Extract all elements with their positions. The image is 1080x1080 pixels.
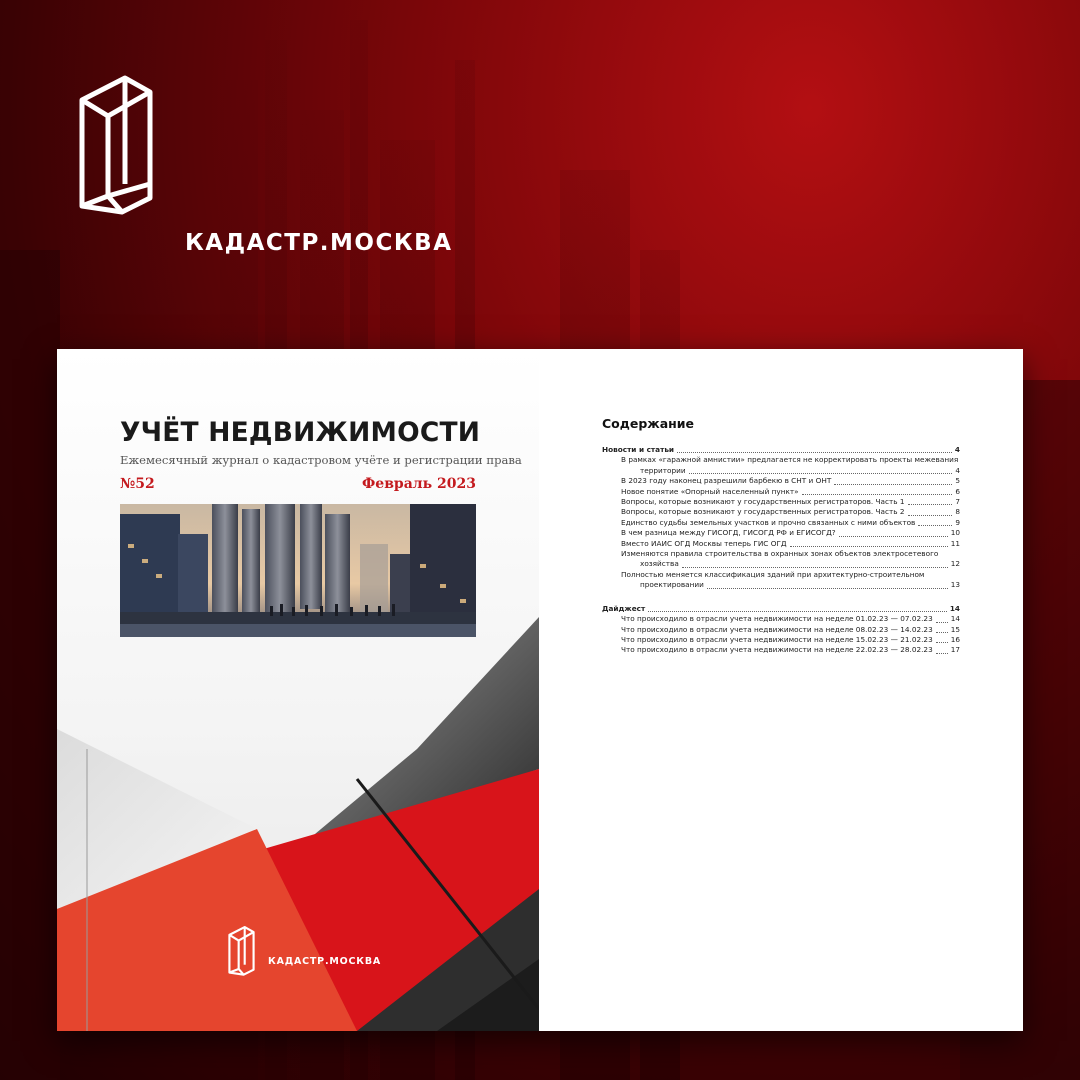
toc-item-text: В рамках «гаражной амнистии» предлагается не корректировать проекты межевания <box>621 455 959 465</box>
toc-item <box>602 645 960 655</box>
toc-item <box>602 476 960 486</box>
toc-section-label: Новости и статьи <box>602 445 675 454</box>
cover-brand-name: КАДАСТР.МОСКВА <box>268 956 382 967</box>
toc-leader <box>936 653 948 654</box>
toc-item-text: Вопросы, которые возникают у государственных регистраторов. Часть 1 <box>621 497 905 507</box>
toc-item-text: Новое понятие «Опорный населенный пункт» <box>621 486 799 496</box>
toc-page-number: 11 <box>950 538 960 548</box>
toc-leader <box>936 632 948 633</box>
toc-page-number: 15 <box>950 624 960 634</box>
toc-leader <box>682 567 948 568</box>
brand-header <box>78 72 478 256</box>
toc-page-number: 16 <box>950 634 960 644</box>
toc-section <box>602 604 960 614</box>
toc-page-number: 17 <box>950 645 960 655</box>
toc-item-text: Единство судьбы земельных участков и прочно связанных с ними объектов <box>621 517 916 527</box>
toc-item <box>602 549 960 570</box>
toc-item-text: В 2023 году наконец разрешили барбекю в СНТ и ОНТ <box>621 476 832 486</box>
toc-leader <box>908 504 953 505</box>
toc-leader <box>834 484 952 485</box>
toc-leader <box>839 536 948 537</box>
toc-leader <box>689 473 953 474</box>
toc-item-text-continued: проектировании <box>640 580 704 590</box>
toc-item <box>602 497 960 507</box>
crystal-prism-logo-icon <box>228 923 255 978</box>
toc-item <box>602 455 960 476</box>
toc-page-number: 4 <box>955 465 960 475</box>
toc-page-number: 7 <box>955 497 960 507</box>
toc-leader <box>936 622 948 623</box>
toc-item <box>602 635 960 645</box>
toc-page-number: 14 <box>950 614 960 624</box>
toc-item-text: Вопросы, которые возникают у государственных регистраторов. Часть 2 <box>621 507 905 517</box>
toc-item-text: В чем разница между ГИСОГД, ГИСОГД РФ и ЕГИСОГД? <box>621 528 836 538</box>
toc-item <box>602 528 960 538</box>
toc-section-label: Дайджест <box>602 603 646 613</box>
cover-subtitle: Ежемесячный журнал о кадастровом учёте и регистрации права <box>120 453 522 467</box>
magazine-cover <box>57 349 539 1031</box>
toc-item <box>602 625 960 635</box>
contents-page <box>539 349 1023 1031</box>
toc-leader <box>677 452 952 453</box>
toc-leader <box>936 642 948 643</box>
toc-item <box>602 570 960 591</box>
toc-leader <box>802 494 953 495</box>
contents-title: Содержание <box>602 416 695 431</box>
toc-item <box>602 518 960 528</box>
toc-item-text: Что происходило в отрасли учета недвижимости на неделе 08.02.23 — 14.02.23 <box>621 624 933 634</box>
toc-item-text-continued: территории <box>640 465 686 475</box>
toc-leader <box>918 525 952 526</box>
futuristic-city-photo <box>120 504 476 637</box>
toc-item-text: Что происходило в отрасли учета недвижимости на неделе 22.02.23 — 28.02.23 <box>621 645 933 655</box>
toc-page-number: 14 <box>949 603 960 613</box>
magazine-spread <box>57 349 1023 1031</box>
toc-page-number: 6 <box>955 486 960 496</box>
cover-brand <box>228 923 388 979</box>
brand-name: КАДАСТР.МОСКВА <box>185 230 453 256</box>
toc-page-number: 5 <box>955 476 960 486</box>
toc-leader <box>648 611 947 612</box>
toc-item-text: Что происходило в отрасли учета недвижимости на неделе 01.02.23 — 07.02.23 <box>621 614 933 624</box>
toc-item-text-continued: хозяйства <box>640 559 679 569</box>
issue-date: Февраль 2023 <box>362 476 476 492</box>
cover-title: УЧЁТ НЕДВИЖИМОСТИ <box>120 417 481 448</box>
toc-leader <box>790 546 948 547</box>
toc-item <box>602 539 960 549</box>
table-of-contents <box>602 445 960 656</box>
toc-page-number: 8 <box>955 507 960 517</box>
toc-item <box>602 487 960 497</box>
toc-leader <box>908 515 953 516</box>
toc-item <box>602 614 960 624</box>
toc-item-text: Что происходило в отрасли учета недвижимости на неделе 15.02.23 — 21.02.23 <box>621 634 933 644</box>
toc-item-text: Изменяются правила строительства в охранных зонах объектов электросетевого <box>621 549 939 559</box>
toc-page-number: 12 <box>950 559 960 569</box>
toc-leader <box>707 588 948 589</box>
toc-item-text: Вместо ИАИС ОГД Москвы теперь ГИС ОГД <box>621 538 787 548</box>
crystal-prism-logo-icon <box>78 72 154 216</box>
issue-number: №52 <box>120 476 155 492</box>
toc-page-number: 4 <box>954 445 960 454</box>
toc-item-text: Полностью меняется классификация зданий при архитектурно-строительном <box>621 569 925 579</box>
toc-page-number: 9 <box>955 517 960 527</box>
toc-section <box>602 445 960 455</box>
toc-page-number: 10 <box>950 528 960 538</box>
toc-page-number: 13 <box>950 580 960 590</box>
toc-item <box>602 507 960 517</box>
